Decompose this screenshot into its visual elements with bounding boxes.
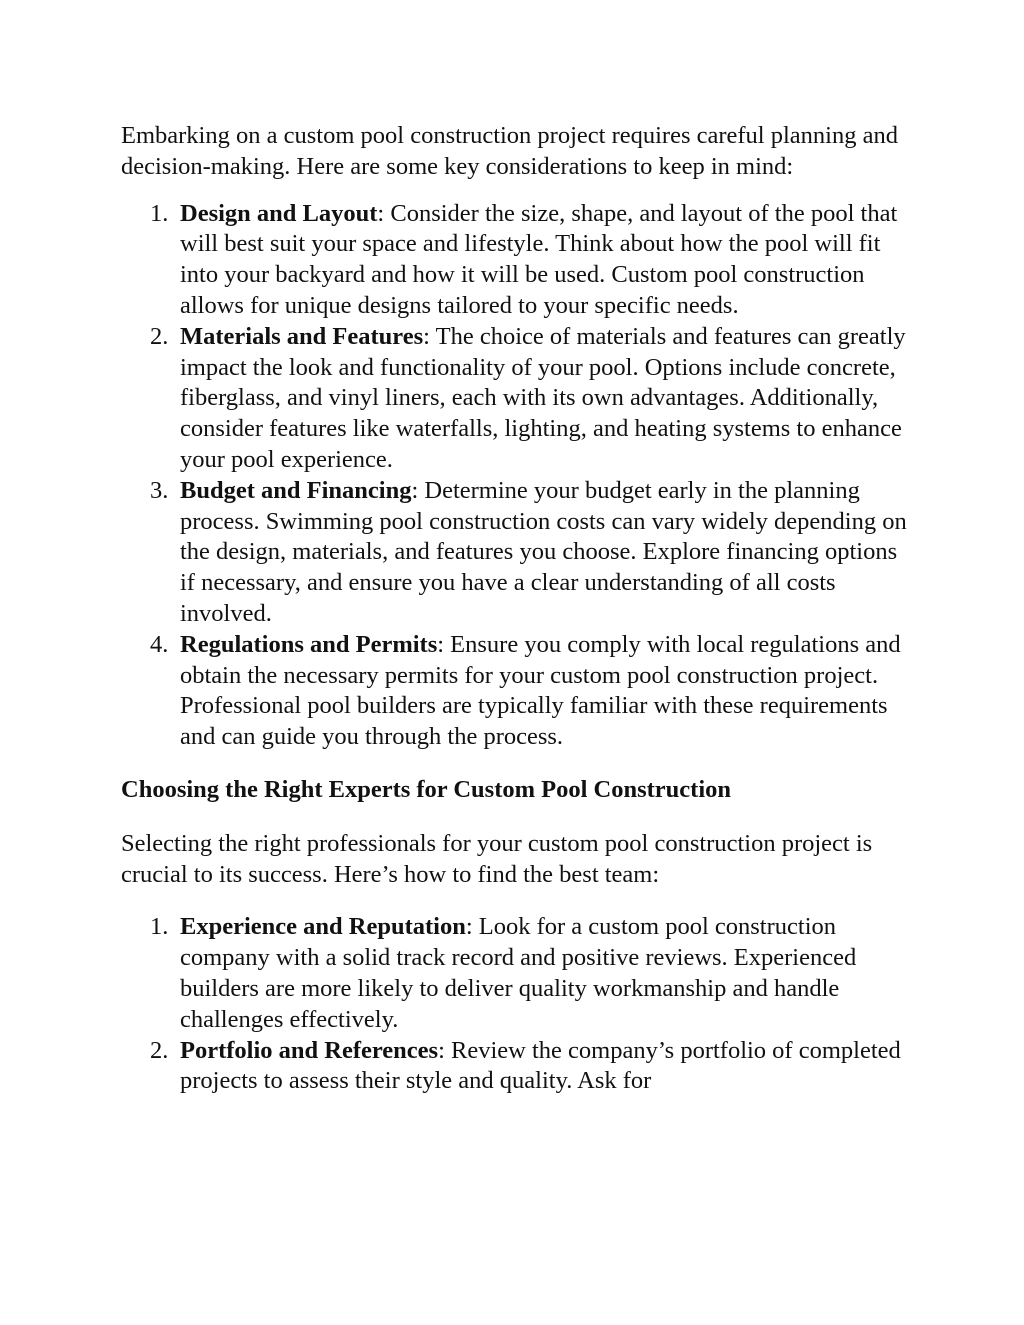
experts-list [121, 912, 911, 1097]
list-item [121, 199, 911, 322]
list-item-text: : Review the company’s portfolio of completed projects to assess their style and quality. Ask for [180, 1036, 901, 1095]
list-number: 2. [150, 1036, 169, 1064]
list-item [121, 476, 911, 630]
list-item-text: : Determine your budget early in the planning process. Swimming pool construction costs can vary widely depending on the design, materials, and features you choose. Explore financing options if necessary, and ensure you have a clear understanding of all costs involved. [180, 476, 907, 627]
list-number: 3. [150, 476, 169, 504]
section-heading: Choosing the Right Experts for Custom Pool Construction [121, 775, 732, 803]
list-number: 1. [150, 913, 169, 941]
list-item-title: Design and Layout [180, 199, 378, 227]
list-item [121, 1036, 911, 1098]
list-item-text: : Ensure you comply with local regulations and obtain the necessary permits for your custom pool construction project. Professional pool builders are typically familiar with these requirements and can guide you through the process. [180, 630, 901, 751]
list-item-title: Regulations and Permits [180, 630, 438, 658]
list-item [121, 322, 911, 476]
list-item-title: Experience and Reputation [180, 913, 466, 941]
list-item-text: : Look for a custom pool construction company with a solid track record and positive reviews. Experienced builders are more likely to deliver quality workmanship and handle challenges effectively. [180, 913, 857, 1033]
list-number: 2. [150, 322, 169, 350]
list-item-text: : The choice of materials and features can greatly impact the look and functionality of your pool. Options include concrete, fiberglass, and vinyl liners, each with its own advantages. Additionally, consider features like waterfalls, lighting, and heating systems to enhance your pool experience. [180, 322, 906, 473]
list-item-title: Portfolio and References [180, 1036, 439, 1064]
section-intro-paragraph: Selecting the right professionals for your custom pool construction project is crucial to its success. Here’s how to find the best team: [121, 829, 873, 888]
list-item-title: Budget and Financing [180, 476, 412, 504]
list-item [121, 912, 911, 1035]
list-number: 1. [150, 199, 169, 227]
list-item [121, 630, 911, 753]
list-item-text: : Consider the size, shape, and layout of the pool that will best suit your space and lifestyle. Think about how the pool will fit into your backyard and how it will be used. Custom pool construction allows for unique designs tailored to your specific needs. [180, 199, 898, 319]
list-number: 4. [150, 630, 169, 658]
considerations-list [121, 199, 911, 753]
list-item-title: Materials and Features [180, 322, 424, 350]
document-page [121, 121, 911, 1097]
intro-paragraph: Embarking on a custom pool construction project requires careful planning and decision-making. Here are some key considerations to keep in mind: [121, 122, 898, 180]
